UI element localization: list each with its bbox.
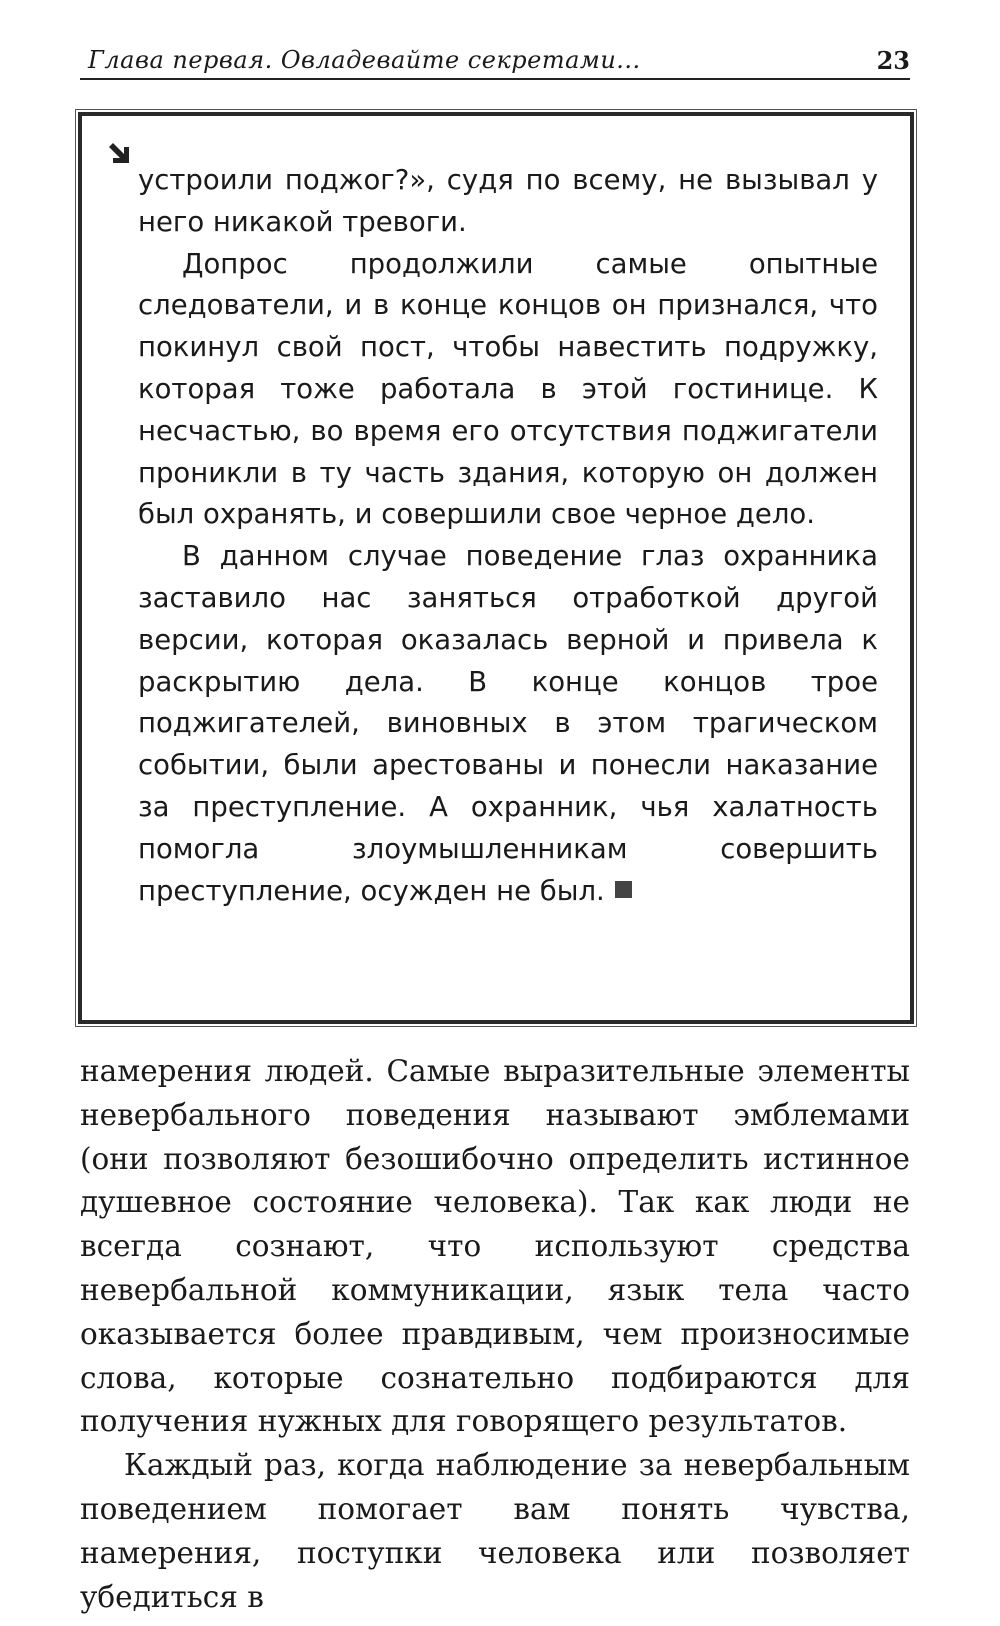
chapter-title: Глава первая. Овладевайте секретами... xyxy=(88,46,641,74)
case-paragraph: устроили поджог?», судя по всему, не вызывал у него никакой тревоги. xyxy=(138,164,878,238)
main-text xyxy=(80,1050,910,1619)
page-number: 23 xyxy=(876,46,910,75)
body-paragraph: Каждый раз, когда наблюдение за невербальным поведением помогает вам понять чувства, намерения, поступки человека или позволяет убедиться в xyxy=(80,1448,910,1614)
running-header xyxy=(80,44,910,80)
case-paragraph-text: В данном случае поведение глаз охранника заставило нас заняться отработкой другой версии, которая оказалась верной и привела к раскрытию дела. В конце концов трое поджигателей, виновных в этом трагическом событии, были арестованы и понесли наказание за преступление. А охранник, чья халатность помогла злоумышленникам совершить преступление, осужден не был. xyxy=(138,540,878,907)
end-square-icon xyxy=(615,881,632,898)
case-paragraph xyxy=(138,536,878,912)
body-paragraph: намерения людей. Самые выразительные элементы невербального поведения называют эмблемами (они позволяют безошибочно определить истинное душевное состояние человека). Так как люди не всегда сознают, что используют средства невербальной коммуникации, язык тела часто оказывается более правдивым, чем произносимые слова, которые сознательно подбираются для получения нужных для говорящего результатов. xyxy=(80,1054,910,1439)
case-paragraph: Допрос продолжили самые опытные следователи, и в конце концов он признался, что покинул свой пост, чтобы навестить подружку, которая тоже работала в этой гостинице. К несчастью, во время его отсутствия поджигатели проникли в ту часть здания, которую он должен был охранять, и совершили свое черное дело. xyxy=(138,247,878,531)
case-study-text xyxy=(138,160,878,912)
arrow-down-right-icon xyxy=(106,140,132,166)
case-study-box xyxy=(78,112,914,1024)
